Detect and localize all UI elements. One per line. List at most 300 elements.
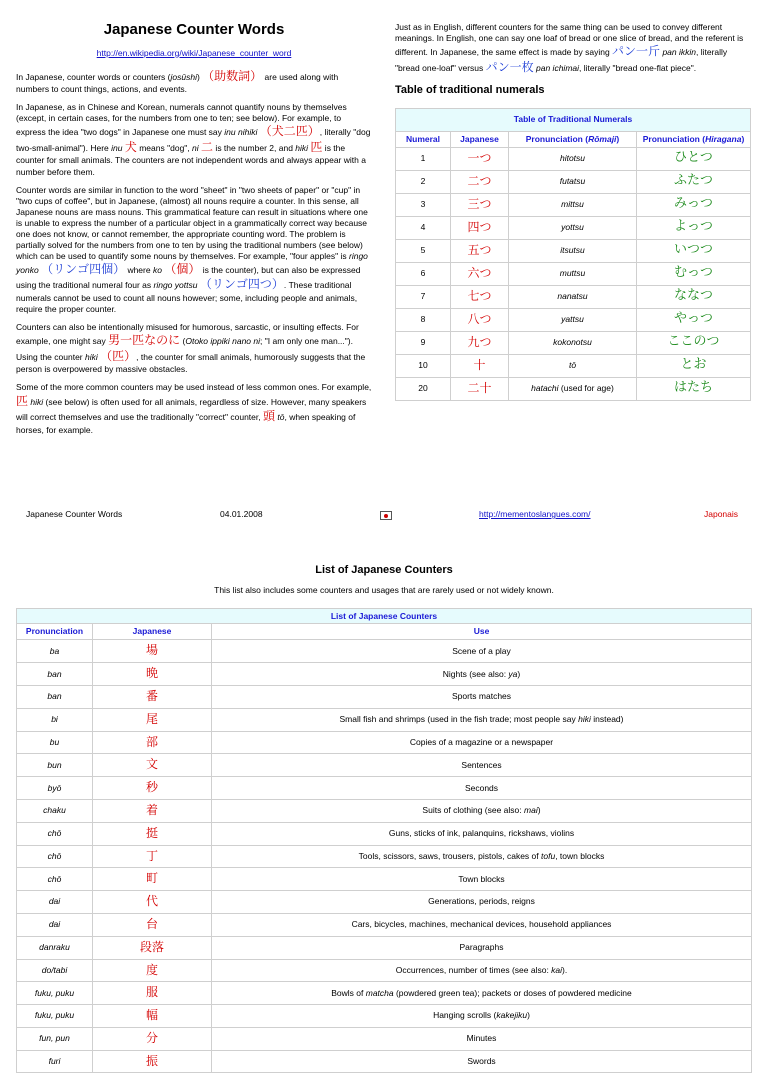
- pronunciation-cell: [17, 754, 93, 777]
- misuse-paragraph: [16, 322, 372, 375]
- use-cell: [212, 1027, 752, 1050]
- use-cell: [212, 959, 752, 982]
- counter-words-paragraph: [16, 185, 372, 316]
- japanese-cell: [93, 913, 212, 936]
- hiragana-text: はたち: [673, 380, 713, 396]
- pronunciation-cell: [17, 936, 93, 959]
- text: ): [537, 805, 541, 816]
- text: Sports matches: [451, 691, 512, 702]
- text: Minutes: [466, 1033, 497, 1044]
- use-cell: [212, 1050, 752, 1073]
- romaji-cell: [509, 354, 637, 377]
- page-footer: [0, 509, 768, 521]
- footer-link[interactable]: http://mementoslangues.com/: [479, 509, 591, 519]
- romaji-cell: [509, 377, 637, 400]
- japanese-text: 晩: [145, 666, 158, 681]
- text: Swords: [467, 1056, 496, 1067]
- table-row: [17, 754, 752, 777]
- column-header: Japanese: [451, 131, 509, 147]
- japanese-text: （犬二匹）: [259, 124, 320, 139]
- table-caption: Table of Traditional Numerals: [396, 108, 751, 131]
- table-row: [396, 262, 751, 285]
- japanese-text: 二十: [467, 380, 492, 395]
- hiragana-cell: [637, 377, 751, 400]
- hiragana-text: ここのつ: [667, 334, 720, 350]
- table-row: [17, 1027, 752, 1050]
- numeral-cell: 5: [396, 239, 451, 262]
- japanese-text: 犬: [124, 139, 137, 154]
- text: Cars, bicycles, machines, mechanical devices, household appliances: [351, 919, 612, 930]
- column-header: Japanese: [93, 624, 212, 640]
- text: Sentences: [461, 759, 502, 770]
- text: Some of the more common counters may be used instead of less common ones. For example,: [16, 382, 372, 393]
- text: tofu: [541, 850, 556, 861]
- text: (: [180, 336, 186, 347]
- table-row: [396, 377, 751, 400]
- text: chō: [47, 828, 62, 839]
- section-subtitle: This list also includes some counters and usages that are rarely used or not widely known.: [214, 585, 554, 596]
- text: Seconds: [464, 782, 499, 793]
- table-row: [17, 959, 752, 982]
- table-row: [17, 777, 752, 800]
- text: Otoko ippiki nano ni: [185, 336, 261, 347]
- pronunciation-cell: [17, 708, 93, 731]
- use-cell: [212, 822, 752, 845]
- hiragana-text: ななつ: [673, 288, 713, 304]
- japanese-cell: [451, 331, 509, 354]
- japanese-text: （リンゴ四個）: [41, 261, 126, 276]
- romaji-text: kokonotsu: [553, 337, 592, 348]
- numeral-cell: 3: [396, 193, 451, 216]
- numeral-cell: 20: [396, 377, 451, 400]
- text: Occurrences, number of times (see also:: [395, 964, 552, 975]
- romaji-text: itsutsu: [560, 245, 585, 256]
- japanese-cell: [93, 822, 212, 845]
- japanese-text: 振: [145, 1053, 158, 1068]
- japanese-text: 挺: [145, 825, 158, 840]
- japanese-text: 匹: [310, 139, 323, 154]
- text: Just as in English, different counters for the same thing can be used to convey different meanings. In English, one can say one loaf of bread or one slice of bread, and the referent is different. In Japanese, the same effect is made by saying: [395, 22, 744, 58]
- text: josūshi: [170, 71, 197, 82]
- japanese-text: 町: [145, 871, 158, 886]
- romaji-cell: [509, 216, 637, 239]
- text: kai: [551, 964, 563, 975]
- hiragana-cell: [637, 216, 751, 239]
- hiragana-cell: [637, 193, 751, 216]
- japanese-text: 秒: [145, 780, 158, 795]
- romaji-text: mittsu: [561, 199, 584, 210]
- text: hiki: [295, 142, 309, 153]
- use-cell: [212, 708, 752, 731]
- table-row: [17, 708, 752, 731]
- japanese-cell: [93, 1050, 212, 1073]
- text: ringo yottsu: [153, 280, 198, 291]
- japanese-text: 着: [145, 803, 158, 818]
- romaji-cell: [509, 193, 637, 216]
- text: (see below) is often used for all animals, regardless of size. However, many speakers will correct themselves and use the traditionally "correct" counter,: [16, 396, 367, 423]
- text: Tools, scissors, saws, trousers, pistols, cakes of: [358, 850, 541, 861]
- japanese-cell: [451, 377, 509, 400]
- text: fuku, puku: [34, 987, 75, 998]
- text: pan ichimai: [536, 62, 580, 73]
- use-cell: [212, 640, 752, 663]
- pronunciation-cell: [17, 685, 93, 708]
- use-cell: [212, 777, 752, 800]
- japanese-text: 服: [145, 985, 158, 1000]
- japanese-text: 頭: [262, 409, 275, 424]
- use-cell: [212, 913, 752, 936]
- japanese-text: 八つ: [467, 311, 492, 326]
- japanese-cell: [93, 708, 212, 731]
- table-body: [17, 640, 752, 1073]
- hiragana-cell: [637, 308, 751, 331]
- text: instead): [590, 714, 624, 725]
- text: dai: [48, 896, 61, 907]
- left-column: [16, 20, 372, 443]
- text: inu: [111, 142, 123, 153]
- numeral-cell: 6: [396, 262, 451, 285]
- table-row: [17, 663, 752, 686]
- text: fun, pun: [39, 1033, 70, 1044]
- use-cell: [212, 799, 752, 822]
- text: hiki: [84, 351, 98, 362]
- text: pan ikkin: [662, 47, 696, 58]
- text: Bowls of: [331, 987, 366, 998]
- japanese-text: 四つ: [467, 219, 492, 234]
- japanese-text: 二つ: [467, 173, 492, 188]
- text: ni: [192, 142, 199, 153]
- romaji-cell: [509, 285, 637, 308]
- pronunciation-cell: [17, 731, 93, 754]
- table-body: [396, 147, 751, 400]
- text: Pronunciation (: [642, 133, 706, 144]
- numeral-cell: 1: [396, 147, 451, 170]
- text: Pronunciation (: [525, 133, 589, 144]
- japanese-cell: [451, 354, 509, 377]
- japanese-cell: [93, 868, 212, 891]
- text: ko: [152, 264, 162, 275]
- use-cell: [212, 936, 752, 959]
- text: Nights (see also:: [442, 668, 509, 679]
- hiragana-text: みっつ: [673, 196, 713, 212]
- text: matcha: [365, 987, 394, 998]
- japanese-cell: [93, 799, 212, 822]
- hiragana-text: とお: [680, 357, 707, 373]
- section-heading: Table of traditional numerals: [395, 84, 545, 97]
- text: chō: [47, 850, 62, 861]
- japanese-text: 部: [145, 734, 158, 749]
- text: ): [196, 71, 203, 82]
- table-row: [17, 822, 752, 845]
- text: Counters can also be intentionally misused for humorous, sarcastic, or insulting effects. For example, one might say: [16, 322, 359, 347]
- table-row: [396, 285, 751, 308]
- numeral-cell: 7: [396, 285, 451, 308]
- numeral-cell: 2: [396, 170, 451, 193]
- text: ).: [562, 964, 568, 975]
- text: hiki: [578, 714, 591, 725]
- text: are used along with numbers to count things, actions, and events.: [16, 71, 339, 95]
- japanese-text: 尾: [145, 711, 158, 726]
- text: furi: [48, 1056, 61, 1067]
- japanese-text: （助数詞）: [202, 68, 263, 83]
- use-cell: [212, 868, 752, 891]
- table-row: [396, 193, 751, 216]
- table-row: [396, 331, 751, 354]
- text: ; "I am only one man..."). Using the counter: [16, 336, 353, 362]
- numeral-cell: 4: [396, 216, 451, 239]
- hiragana-text: いつつ: [673, 242, 713, 258]
- text: Rōmaji: [588, 133, 617, 144]
- japanese-text: 文: [145, 757, 158, 772]
- japanese-cell: [451, 147, 509, 170]
- japanese-cell: [93, 1027, 212, 1050]
- text: ): [741, 133, 745, 144]
- text: inu nihiki: [224, 127, 258, 138]
- japanese-text: 三つ: [467, 196, 492, 211]
- japanese-cell: [93, 640, 212, 663]
- table-row: [17, 731, 752, 754]
- japanese-text: 六つ: [467, 265, 492, 280]
- text: (used for age): [558, 383, 614, 394]
- japanese-cell: [93, 663, 212, 686]
- table-row: [396, 354, 751, 377]
- wikipedia-link[interactable]: http://en.wikipedia.org/wiki/Japanese_counter_word: [96, 47, 292, 58]
- japanese-cell: [93, 731, 212, 754]
- romaji-text: hatachi: [531, 383, 559, 394]
- table-row: [17, 868, 752, 891]
- japanese-cell: [451, 216, 509, 239]
- japanese-text: 場: [145, 643, 158, 658]
- footer-date: 04.01.2008: [220, 509, 263, 519]
- text: Hanging scrolls (: [433, 1010, 497, 1021]
- romaji-text: tō: [568, 360, 577, 371]
- japanese-cell: [93, 891, 212, 914]
- japanese-cell: [451, 262, 509, 285]
- text: Copies of a magazine or a newspaper: [409, 736, 554, 747]
- numerals-paragraph: [16, 102, 372, 177]
- japanese-text: 七つ: [467, 288, 492, 303]
- romaji-cell: [509, 147, 637, 170]
- column-header: Numeral: [396, 131, 451, 147]
- numeral-cell: 10: [396, 354, 451, 377]
- japanese-cell: [451, 239, 509, 262]
- intro-paragraph: [16, 69, 372, 96]
- japanese-text: 丁: [145, 848, 158, 863]
- hiragana-cell: [637, 354, 751, 377]
- text: tō: [277, 412, 285, 423]
- table-row: [396, 170, 751, 193]
- japanese-text: 分: [145, 1030, 158, 1045]
- hiragana-cell: [637, 331, 751, 354]
- japanese-text: 代: [145, 894, 158, 909]
- text: . These traditional numerals cannot be used to count all nouns however; some, including people and animals, require the proper counter.: [16, 280, 358, 315]
- pronunciation-cell: [17, 777, 93, 800]
- numeral-cell: 9: [396, 331, 451, 354]
- text: is the number 2, and: [213, 142, 296, 153]
- table-caption: List of Japanese Counters: [17, 609, 752, 624]
- text: bi: [51, 714, 58, 725]
- counters-section: [16, 563, 752, 1073]
- table-row: [17, 845, 752, 868]
- romaji-cell: [509, 308, 637, 331]
- romaji-cell: [509, 239, 637, 262]
- footer-language: Japonais: [704, 509, 739, 519]
- romaji-text: nanatsu: [557, 291, 588, 302]
- japanese-text: 一つ: [467, 150, 492, 165]
- text: do/tabi: [41, 964, 68, 975]
- use-cell: [212, 685, 752, 708]
- column-header: [637, 131, 751, 147]
- pronunciation-cell: [17, 822, 93, 845]
- hiragana-cell: [637, 239, 751, 262]
- hiragana-text: むっつ: [673, 265, 713, 281]
- use-cell: [212, 663, 752, 686]
- text: means "dog",: [136, 142, 193, 153]
- hiragana-text: やっつ: [673, 311, 713, 327]
- text: , literally "bread one-loaf" versus: [395, 47, 728, 73]
- romaji-text: futatsu: [559, 176, 586, 187]
- text: ban: [47, 668, 62, 679]
- japanese-cell: [93, 754, 212, 777]
- japanese-text: （匹）: [100, 348, 137, 363]
- japanese-text: 幅: [145, 1008, 158, 1023]
- text: ba: [49, 645, 60, 656]
- pronunciation-cell: [17, 640, 93, 663]
- text: is the counter for small animals. The counters are not independent words and always appear with a number before them.: [16, 142, 366, 177]
- text: , the counter for small animals, humorously suggests that the person is overpowered by massive obstacles.: [16, 351, 366, 375]
- text: fuku, puku: [34, 1010, 75, 1021]
- hiragana-text: ふたつ: [673, 173, 713, 189]
- text: bu: [49, 736, 60, 747]
- text: Scene of a play: [452, 645, 511, 656]
- japanese-cell: [451, 170, 509, 193]
- japanese-cell: [93, 936, 212, 959]
- text: Counter words are similar in function to the word "sheet" in "two sheets of paper" or "cup" in "two cups of coffee", but in Japanese, (almost) all nouns require a counter. In this sense, all Japanese nouns are mass nouns. This grammatical feature can result in situations where one is unable to express the number of a particular object in a grammatically correct way because one does not know, or cannot remember, the appropriate counting word. The problem is partially solved for the numbers from one to ten by using the traditional numbers (see below) which can be used to quantify some nouns by themselves. For example, "four apples" is: [16, 184, 368, 261]
- table-row: [17, 685, 752, 708]
- text: ): [517, 668, 521, 679]
- japanese-cell: [451, 193, 509, 216]
- japanese-cell: [93, 845, 212, 868]
- japanese-text: パン一枚: [485, 59, 534, 74]
- romaji-cell: [509, 262, 637, 285]
- japanese-text: 男一匹なのに: [108, 333, 181, 348]
- japanese-text: （個）: [164, 261, 201, 276]
- text: kakejiku: [496, 1010, 528, 1021]
- pronunciation-cell: [17, 982, 93, 1005]
- text: , literally "dog two-small-animal"). Here: [16, 127, 371, 153]
- japanese-cell: [93, 959, 212, 982]
- hiragana-cell: [637, 170, 751, 193]
- text: mai: [524, 805, 538, 816]
- text: is the counter), but can also be expressed using the traditional numeral four as: [16, 264, 361, 291]
- text: ban: [47, 691, 62, 702]
- japanese-text: 度: [145, 962, 158, 977]
- japanese-text: 九つ: [467, 334, 492, 349]
- text: Guns, sticks of ink, palanquins, rickshaws, violins: [388, 828, 575, 839]
- japanese-text: 二: [201, 139, 214, 154]
- japanese-cell: [93, 982, 212, 1005]
- japanese-text: （リンゴ四つ）: [199, 277, 284, 292]
- romaji-text: hitotsu: [559, 153, 586, 164]
- japanese-cell: [451, 285, 509, 308]
- text: , town blocks: [555, 850, 605, 861]
- romaji-text: muttsu: [559, 268, 586, 279]
- text: , literally "bread one-flat piece".: [579, 62, 697, 73]
- japanese-text: 番: [145, 689, 158, 704]
- text: chō: [47, 873, 62, 884]
- pronunciation-cell: [17, 1050, 93, 1073]
- pronunciation-cell: [17, 868, 93, 891]
- text: danraku: [39, 942, 70, 953]
- japanese-text: 十: [473, 357, 486, 372]
- page-title: Japanese Counter Words: [103, 21, 285, 38]
- hiragana-text: よっつ: [673, 219, 713, 235]
- text: Small fish and shrimps (used in the fish trade; most people say: [339, 714, 579, 725]
- text: ): [527, 1010, 530, 1021]
- table-row: [396, 239, 751, 262]
- pronunciation-cell: [17, 799, 93, 822]
- romaji-text: yottsu: [561, 222, 584, 233]
- table-row: [17, 891, 752, 914]
- traditional-numerals-table: [395, 108, 751, 401]
- text: ringo yonko: [16, 250, 368, 275]
- table-row: [396, 147, 751, 170]
- hiragana-cell: [637, 285, 751, 308]
- japanese-text: 五つ: [467, 242, 492, 257]
- table-row: [17, 640, 752, 663]
- romaji-cell: [509, 170, 637, 193]
- text: , when speaking of horses, for example.: [16, 412, 356, 435]
- table-row: [396, 308, 751, 331]
- text: byō: [47, 782, 62, 793]
- japanese-text: 匹: [16, 393, 29, 408]
- column-header: Use: [212, 624, 752, 640]
- hiragana-text: ひとつ: [674, 150, 713, 166]
- text: Hiragana: [705, 133, 742, 144]
- pronunciation-cell: [17, 663, 93, 686]
- romaji-text: yattsu: [561, 314, 584, 325]
- source-link-line: [16, 48, 372, 59]
- section-title: List of Japanese Counters: [315, 564, 453, 576]
- table-row: [396, 216, 751, 239]
- use-cell: [212, 731, 752, 754]
- use-cell: [212, 754, 752, 777]
- meaning-paragraph: [395, 22, 751, 75]
- table-row: [17, 982, 752, 1005]
- japanese-text: パン一斤: [612, 44, 661, 59]
- japanese-text: 台: [145, 917, 158, 931]
- pronunciation-cell: [17, 913, 93, 936]
- column-header: [509, 131, 637, 147]
- hiragana-cell: [637, 262, 751, 285]
- text: In Japanese, counter words or counters (: [16, 71, 171, 82]
- text: where: [125, 264, 153, 275]
- right-column: [395, 22, 751, 401]
- text: (powdered green tea); packets or doses of powdered medicine: [393, 987, 632, 998]
- text: chaku: [43, 805, 66, 816]
- hiragana-cell: [637, 147, 751, 170]
- table-row: [17, 936, 752, 959]
- column-header: Pronunciation: [17, 624, 93, 640]
- table-row: [17, 913, 752, 936]
- romaji-cell: [509, 331, 637, 354]
- text: Paragraphs: [459, 942, 504, 953]
- counters-table: [16, 608, 752, 1073]
- japanese-cell: [451, 308, 509, 331]
- pronunciation-cell: [17, 1027, 93, 1050]
- japanese-cell: [93, 777, 212, 800]
- text: Suits of clothing (see also:: [422, 805, 525, 816]
